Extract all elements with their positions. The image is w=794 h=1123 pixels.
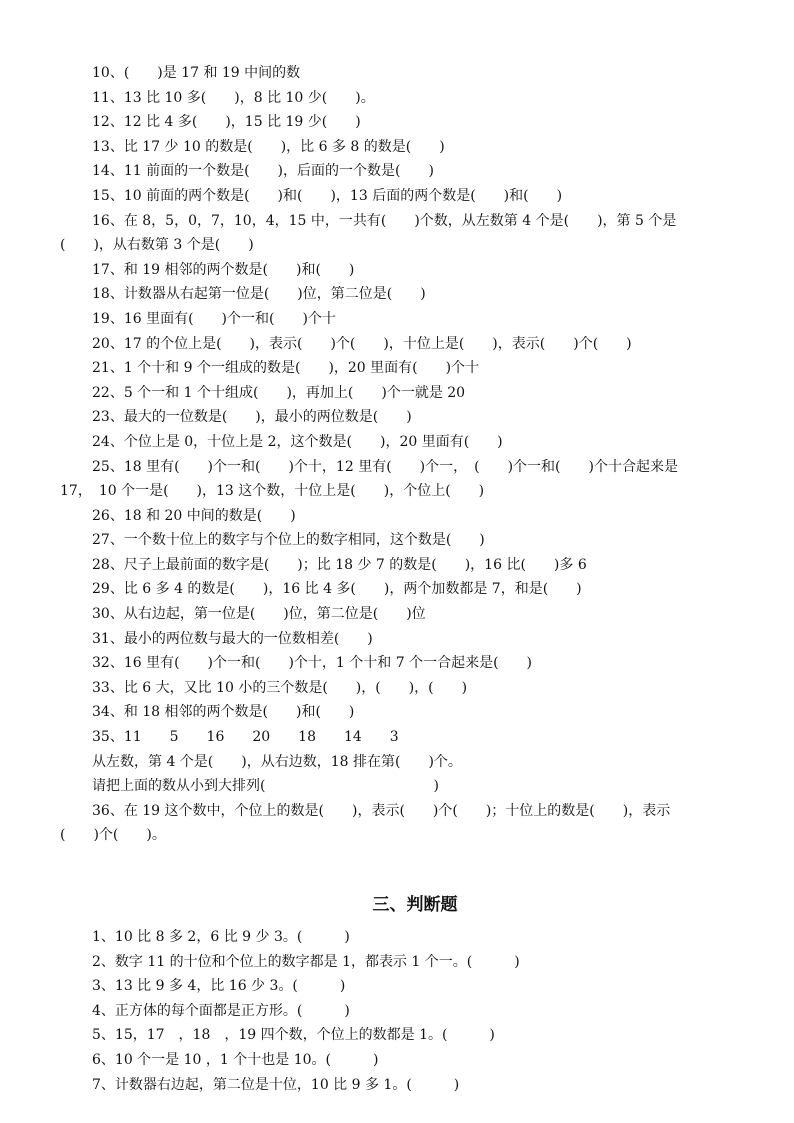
question-line: 16、在 8，5，0，7，10，4，15 中，一共有( )个数，从左数第 4 个是( )，第 5 个是 bbox=[92, 212, 677, 229]
question-line: 30、从右边起，第一位是( )位，第二位是( )位 bbox=[92, 606, 426, 623]
question-line: 19、16 里面有( )个一和( )个十 bbox=[92, 310, 336, 327]
question-line: 17， 10 个一是( )，13 这个数，十位上是( )，个位上( ) bbox=[60, 483, 485, 500]
question-line: 11、13 比 10 多( )，8 比 10 少( )。 bbox=[92, 89, 375, 106]
fill-in-questions bbox=[60, 61, 740, 848]
judgement-line: 1、10 比 8 多 2，6 比 9 少 3。( ) bbox=[92, 929, 350, 945]
question-line: 14、11 前面的一个数是( )，后面的一个数是( ) bbox=[92, 163, 434, 180]
judgement-questions bbox=[60, 925, 740, 1097]
judgement-line: 6、10 个一是 10 ，1 个十也是 10。( ) bbox=[92, 1051, 379, 1068]
question-line: 35、11 5 16 20 18 14 3 bbox=[92, 729, 399, 746]
question-line: 36、在 19 这个数中，个位上的数是( )，表示( )个( )；十位上的数是( )，表示 bbox=[92, 802, 671, 819]
question-line: 15、10 前面的两个数是( )和( )，13 后面的两个数是( )和( ) bbox=[92, 187, 563, 204]
question-line: 34、和 18 相邻的两个数是( )和( ) bbox=[92, 704, 355, 721]
question-line: ( )，从右数第 3 个是( ) bbox=[60, 237, 254, 254]
question-line: 28、尺子上最前面的数字是( )；比 18 少 7 的数是( )，16 比( )多 6 bbox=[92, 556, 587, 573]
judgement-line: 5、15，17 ，18 ，19 四个数，个位上的数都是 1。( ) bbox=[92, 1027, 495, 1044]
question-line: 10、( )是 17 和 19 中间的数 bbox=[92, 65, 301, 81]
question-line: 24、个位上是 0，十位上是 2，这个数是( )，20 里面有( ) bbox=[92, 433, 503, 450]
question-line: 26、18 和 20 中间的数是( ) bbox=[92, 507, 296, 524]
question-line: 17、和 19 相邻的两个数是( )和( ) bbox=[92, 261, 355, 278]
question-line: 13、比 17 少 10 的数是( )，比 6 多 8 的数是( ) bbox=[92, 138, 445, 155]
judgement-section bbox=[60, 885, 740, 1097]
judgement-line: 7、计数器右边起，第二位是十位，10 比 9 多 1。( ) bbox=[92, 1076, 460, 1093]
section-heading: 三、判断题 bbox=[372, 895, 458, 915]
question-line: 22、5 个一和 1 个十组成( )，再加上( )个一就是 20 bbox=[92, 384, 466, 401]
question-line: 29、比 6 多 4 的数是( )，16 比 4 多( )，两个加数都是 7，和是( ) bbox=[92, 581, 582, 598]
question-line: 25、18 里有( )个一和( )个十，12 里有( )个一， ( )个一和( )个十合起来是 bbox=[92, 458, 678, 475]
question-line: 32、16 里有( )个一和( )个十，1 个十和 7 个一合起来是( ) bbox=[92, 655, 533, 672]
question-line: 31、最小的两位数与最大的一位数相差( ) bbox=[92, 630, 373, 647]
judgement-line: 4、正方体的每个面都是正方形。( ) bbox=[92, 1002, 350, 1019]
question-line: 从左数，第 4 个是( )，从右边数，18 排在第( )个。 bbox=[92, 753, 462, 770]
question-line: 12、12 比 4 多( )，15 比 19 少( ) bbox=[92, 114, 361, 131]
question-line: 27、一个数十位上的数字与个位上的数字相同，这个数是( ) bbox=[92, 532, 485, 549]
question-line: 23、最大的一位数是( )，最小的两位数是( ) bbox=[92, 409, 412, 426]
question-line: 33、比 6 大，又比 10 小的三个数是( )，( )，( ) bbox=[92, 679, 468, 696]
question-line: 18、计数器从右起第一位是( )位，第二位是( ) bbox=[92, 286, 426, 303]
question-line: 21、1 个十和 9 个一组成的数是( )，20 里面有( )个十 bbox=[92, 360, 480, 377]
question-line: ( )个( )。 bbox=[60, 827, 166, 844]
judgement-line: 3、13 比 9 多 4，比 16 少 3。( ) bbox=[92, 978, 346, 995]
question-line: 请把上面的数从小到大排列( ) bbox=[92, 778, 439, 795]
question-line: 20、17 的个位上是( )，表示( )个( )，十位上是( )，表示( )个( ) bbox=[92, 335, 632, 352]
judgement-line: 2、数字 11 的十位和个位上的数字都是 1，都表示 1 个一。( ) bbox=[92, 953, 520, 970]
